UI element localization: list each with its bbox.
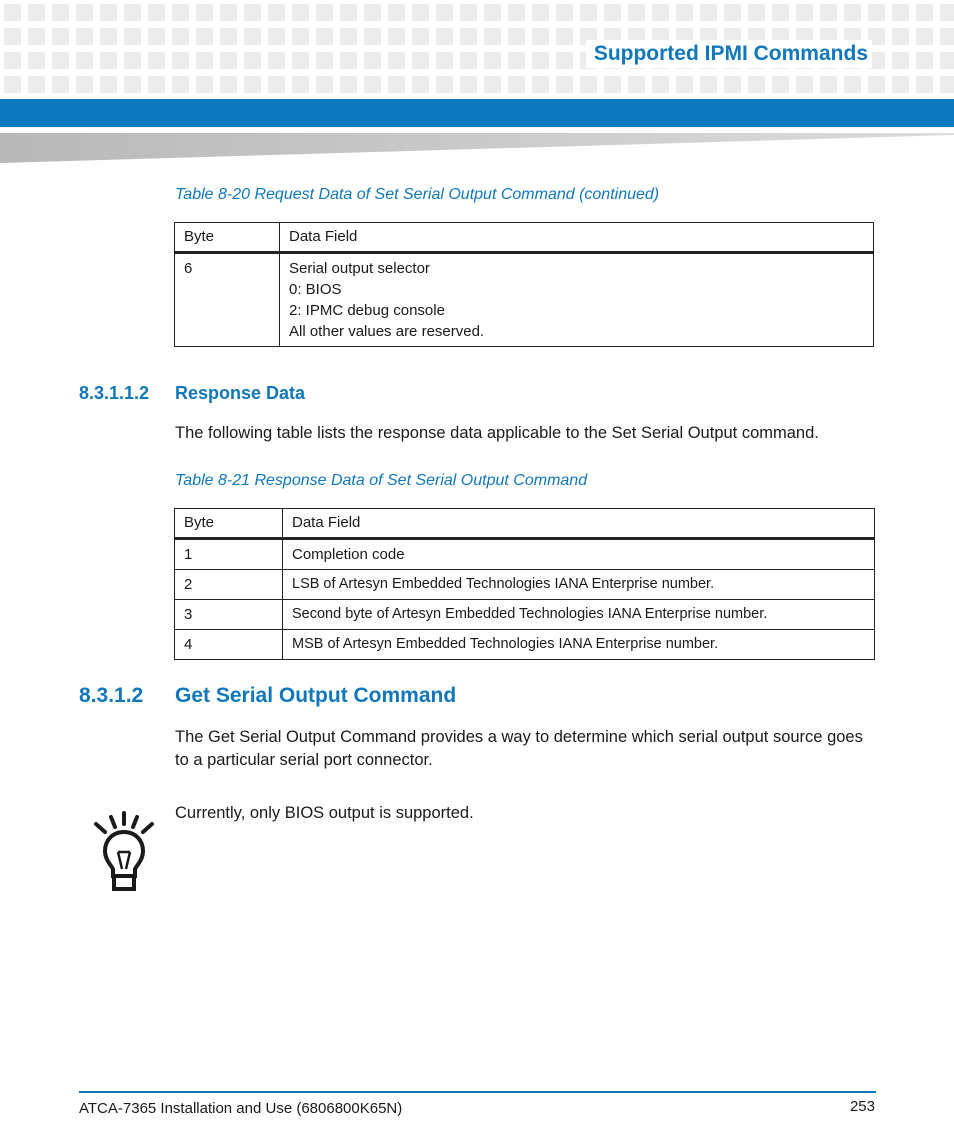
column-header-data-field: Data Field (280, 223, 874, 253)
section-title: Response Data (175, 383, 306, 403)
table-row (175, 600, 875, 630)
table-header-row (175, 509, 875, 539)
lightbulb-icon (92, 810, 156, 892)
header-grey-wedge (0, 127, 954, 163)
footer-page-number: 253 (849, 1098, 875, 1115)
cell-byte: 2 (175, 570, 283, 600)
field-line: 2: IPMC debug console (289, 302, 445, 319)
table-caption-8-20: Table 8-20 Request Data of Set Serial Output Command (continued) (175, 186, 660, 203)
column-header-byte: Byte (175, 509, 283, 539)
table-row (175, 570, 875, 600)
table-8-20 (174, 222, 874, 347)
table-caption-8-21: Table 8-21 Response Data of Set Serial Output Command (175, 472, 588, 489)
field-line: Serial output selector (289, 260, 430, 277)
cell-data-field: Second byte of Artesyn Embedded Technologies IANA Enterprise number. (283, 600, 875, 630)
table-8-21 (174, 508, 875, 660)
field-line: All other values are reserved. (289, 323, 485, 340)
column-header-byte: Byte (175, 223, 280, 253)
cell-byte: 6 (175, 253, 280, 347)
cell-byte: 4 (175, 630, 283, 660)
section-heading-get-serial-output (79, 684, 456, 708)
response-intro-paragraph: The following table lists the response data applicable to the Set Serial Output command. (175, 424, 819, 442)
section-title: Get Serial Output Command (175, 684, 457, 707)
table-row (175, 253, 874, 347)
section-number: 8.3.1.2 (79, 684, 144, 707)
table-row (175, 630, 875, 660)
cell-data-field: LSB of Artesyn Embedded Technologies IANA Enterprise number. (283, 570, 875, 600)
get-serial-output-paragraph: The Get Serial Output Command provides a way to determine which serial output source goes to a particular serial port connector. (175, 728, 863, 769)
section-number: 8.3.1.1.2 (79, 383, 150, 403)
cell-data-field: MSB of Artesyn Embedded Technologies IANA Enterprise number. (283, 630, 875, 660)
running-header-title: Supported IPMI Commands (586, 40, 872, 68)
cell-byte: 1 (175, 539, 283, 570)
cell-data-field: Completion code (283, 539, 875, 570)
field-line: 0: BIOS (289, 281, 342, 298)
table-row (175, 539, 875, 570)
header-blue-band (0, 99, 954, 127)
footer-document-title: ATCA-7365 Installation and Use (6806800K65N) (79, 1100, 403, 1117)
section-heading-response-data (79, 383, 305, 404)
footer-rule (79, 1091, 876, 1093)
cell-byte: 3 (175, 600, 283, 630)
cell-data-field (280, 253, 874, 347)
table-header-row (175, 223, 874, 253)
column-header-data-field: Data Field (283, 509, 875, 539)
note-text: Currently, only BIOS output is supported. (175, 804, 474, 822)
